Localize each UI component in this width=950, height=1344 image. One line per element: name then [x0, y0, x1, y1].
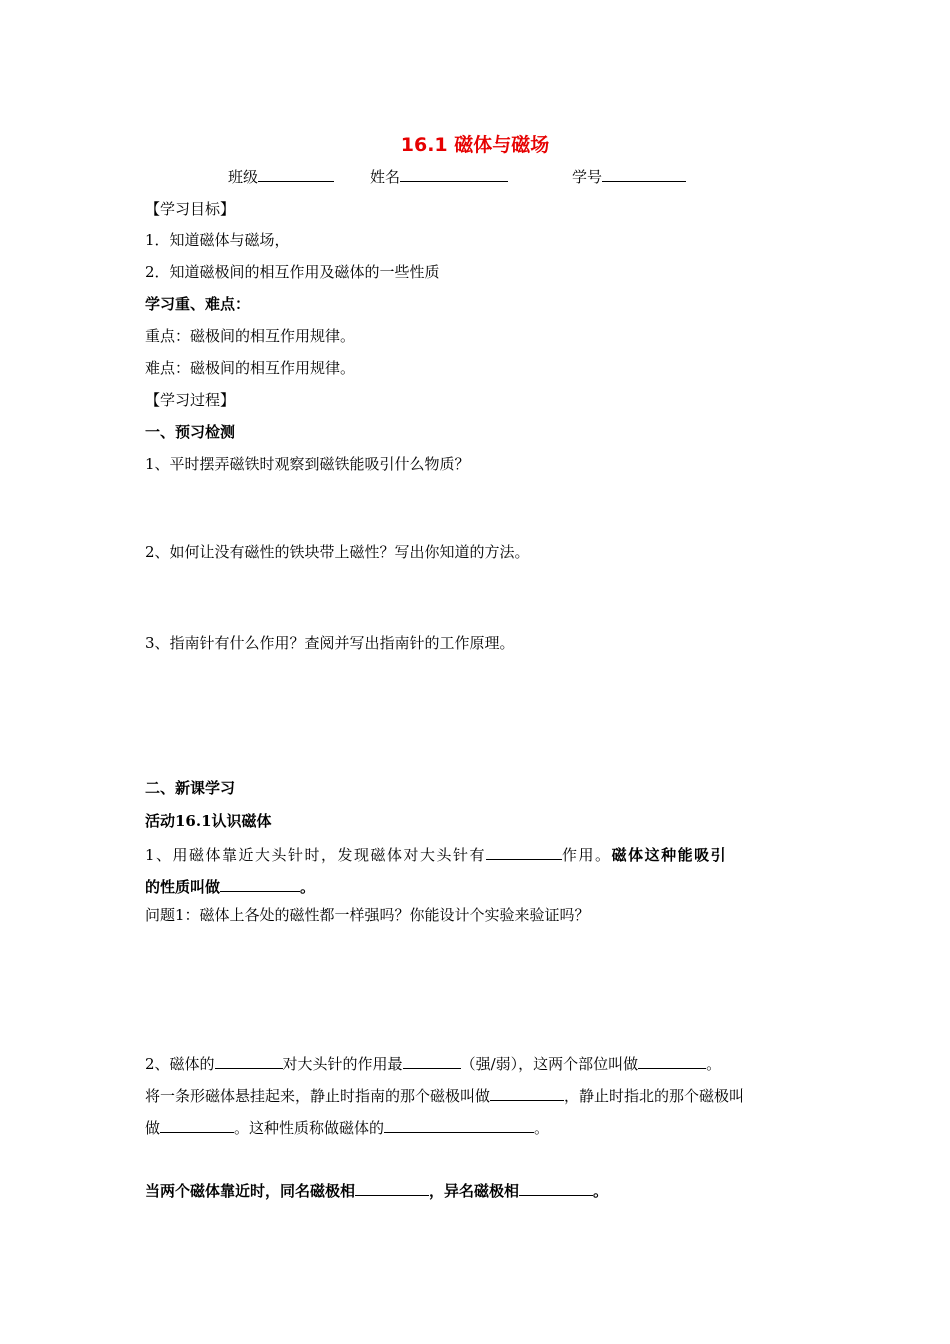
key-header: 学习重、难点：	[145, 295, 251, 313]
magnetism-blank[interactable]	[220, 875, 300, 892]
page-title: 16.1 磁体与磁场	[400, 134, 550, 156]
item2-text-b: 对大头针的作用最	[282, 1055, 403, 1073]
hang-line2	[145, 1116, 810, 1138]
name-blank[interactable]	[400, 165, 508, 182]
difficult-point: 难点：磁极间的相互作用规律。	[145, 359, 356, 377]
hang-line1	[145, 1084, 810, 1106]
north-pole-blank[interactable]	[160, 1116, 234, 1133]
section1-header: 一、预习检测	[145, 423, 236, 441]
preview-question-2: 2、如何让没有磁性的铁块带上磁性？写出你知道的方法。	[145, 543, 530, 561]
attraction-blank[interactable]	[486, 843, 562, 860]
item2-line	[145, 1052, 810, 1074]
hang-text-c: 做	[145, 1119, 161, 1137]
name-label: 姓名	[370, 168, 401, 186]
part-blank[interactable]	[215, 1052, 283, 1069]
item2-text-a: 2、磁体的	[145, 1055, 215, 1073]
pole-name-blank[interactable]	[638, 1052, 706, 1069]
item1-text-c: 磁体这种能吸引	[611, 846, 728, 864]
item1-line2	[145, 875, 810, 897]
preview-question-1: 1、平时摆弄磁铁时观察到磁铁能吸引什么物质？	[145, 455, 470, 473]
strength-blank[interactable]	[403, 1052, 461, 1069]
preview-question-3: 3、指南针有什么作用？查阅并写出指南针的工作原理。	[145, 634, 515, 652]
item1-text-b: 作用。	[562, 846, 612, 864]
section2-header: 二、新课学习	[145, 779, 236, 797]
class-field	[228, 165, 334, 187]
poles-text-a: 当两个磁体靠近时，同名磁极相	[145, 1182, 356, 1200]
item1-text-d: 的性质叫做	[145, 878, 221, 896]
hang-text-d: 。这种性质称做磁体的	[234, 1119, 385, 1137]
number-blank[interactable]	[602, 165, 686, 182]
poles-text-b: ，异名磁极相	[429, 1182, 520, 1200]
class-blank[interactable]	[258, 165, 334, 182]
question-1: 问题1：磁体上各处的磁性都一样强吗？你能设计个实验来验证吗？	[145, 906, 590, 924]
process-header: 【学习过程】	[145, 391, 236, 409]
hang-text-e: 。	[534, 1119, 550, 1137]
unlike-poles-blank[interactable]	[519, 1179, 593, 1196]
item2-text-d: 。	[706, 1055, 722, 1073]
item1-text-e: 。	[300, 878, 316, 896]
hang-text-a: 将一条形磁体悬挂起来，静止时指南的那个磁极叫做	[145, 1087, 491, 1105]
item1-text-a: 1、用磁体靠近大头针时，发现磁体对大头针有	[145, 846, 487, 864]
goal-item-1: 1．知道磁体与磁场，	[145, 231, 290, 249]
activity-title: 活动16.1认识磁体	[145, 812, 272, 830]
poles-text-c: 。	[593, 1182, 609, 1200]
item1-line1	[145, 843, 810, 865]
property-blank[interactable]	[384, 1116, 534, 1133]
south-pole-blank[interactable]	[490, 1084, 564, 1101]
name-field	[370, 165, 508, 187]
class-label: 班级	[228, 168, 259, 186]
hang-text-b: ，静止时指北的那个磁极叫	[564, 1087, 745, 1105]
number-label: 学号	[572, 168, 603, 186]
goals-header: 【学习目标】	[145, 200, 236, 218]
number-field	[572, 165, 686, 187]
key-point: 重点：磁极间的相互作用规律。	[145, 327, 356, 345]
like-poles-blank[interactable]	[355, 1179, 429, 1196]
poles-line	[145, 1179, 810, 1201]
item2-text-c: （强/弱），这两个部位叫做	[460, 1055, 639, 1073]
goal-item-2: 2．知道磁极间的相互作用及磁体的一些性质	[145, 263, 440, 281]
